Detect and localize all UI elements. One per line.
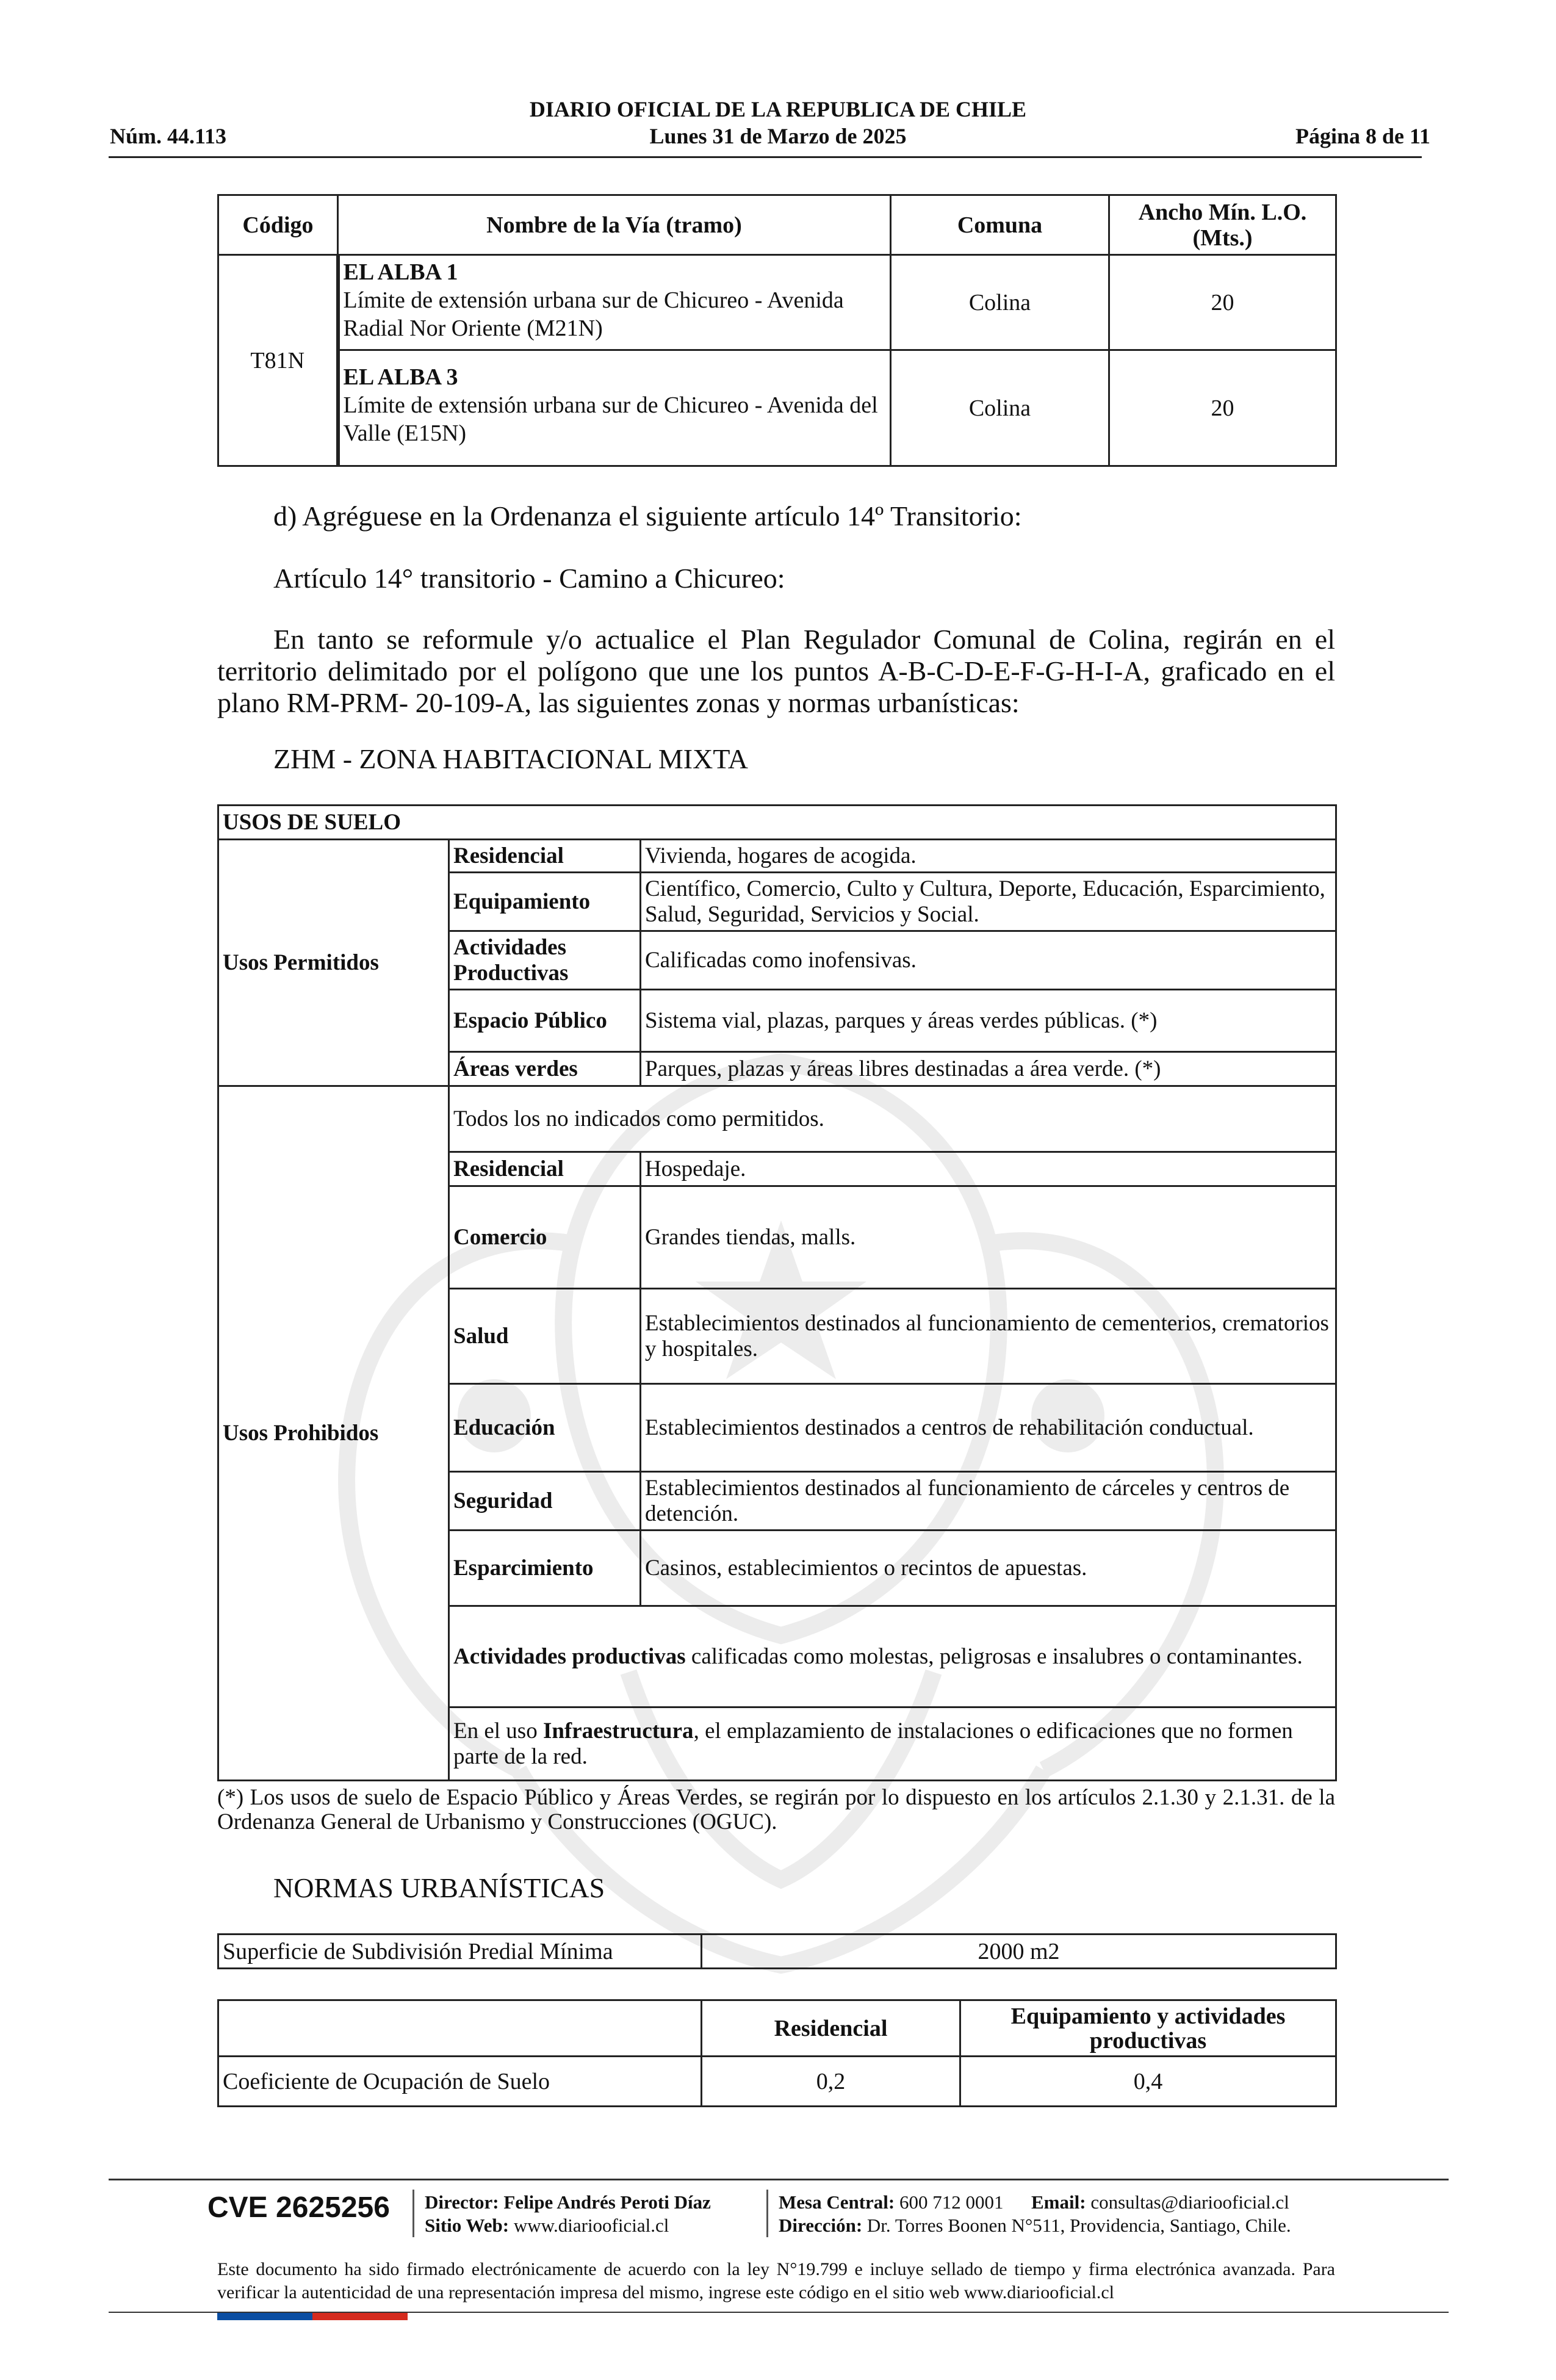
footer-legal-text: Este documento ha sido firmado electrónicamente de acuerdo con la ley N°19.799 e incluye sellado de tiempo y firma electrónica avanzada. Para verificar la autenticidad de una representación impresa del mismo, ingrese este código en el sitio web www.diariooficial.cl bbox=[217, 2259, 1335, 2302]
footer-sitio bbox=[425, 2214, 669, 2237]
uso-label: Equipamiento bbox=[449, 873, 641, 931]
table-cell-name bbox=[338, 350, 891, 466]
coef-label: Coeficiente de Ocupación de Suelo bbox=[218, 2057, 702, 2107]
footer-mesa bbox=[779, 2191, 1289, 2214]
infra-rest: , el emplazamiento de instalaciones o edificaciones que no formen parte de la red. bbox=[453, 1718, 1293, 1769]
usos-prohibidos-label: Usos Prohibidos bbox=[218, 1086, 449, 1781]
col-header-nombre: Nombre de la Vía (tramo) bbox=[338, 195, 891, 255]
uso-value: Establecimientos destinados a centros de rehabilitación conductual. bbox=[641, 1384, 1336, 1472]
header-date: Lunes 31 de Marzo de 2025 bbox=[649, 124, 907, 148]
infra-bold: Infraestructura bbox=[542, 1718, 694, 1744]
prohibidos-actividades bbox=[449, 1606, 1336, 1707]
via-description: Límite de extensión urbana sur de Chicureo - Avenida Radial Nor Oriente (M21N) bbox=[343, 287, 844, 341]
uso-label: Salud bbox=[449, 1289, 641, 1384]
sitio-label: Sitio Web: bbox=[425, 2215, 510, 2236]
via-name: EL ALBA 1 bbox=[343, 259, 458, 285]
sitio-link[interactable]: www.diariooficial.cl bbox=[513, 2215, 669, 2236]
usos-title: USOS DE SUELO bbox=[218, 806, 1336, 840]
uso-value: Grandes tiendas, malls. bbox=[641, 1186, 1336, 1289]
subdivision-table bbox=[217, 1933, 1337, 1969]
usos-permitidos-label: Usos Permitidos bbox=[218, 840, 449, 1086]
coef-equipamiento: 0,4 bbox=[960, 2057, 1336, 2107]
uso-label: Residencial bbox=[449, 1152, 641, 1186]
uso-value: Vivienda, hogares de acogida. bbox=[641, 840, 1336, 873]
uso-value: Parques, plazas y áreas libres destinadas a área verde. (*) bbox=[641, 1052, 1336, 1086]
uso-label: Comercio bbox=[449, 1186, 641, 1289]
table-cell-comuna: Colina bbox=[891, 255, 1109, 350]
uso-value: Calificadas como inofensivas. bbox=[641, 931, 1336, 990]
infra-pre: En el uso bbox=[453, 1718, 543, 1744]
uso-label: Actividades Productivas bbox=[449, 931, 641, 990]
vias-table bbox=[217, 194, 1337, 467]
actividades-rest: calificadas como molestas, peligrosas e insalubres o contaminantes. bbox=[685, 1643, 1303, 1669]
director-label: Director: bbox=[425, 2191, 499, 2213]
uso-value: Establecimientos destinados al funcionamiento de cárceles y centros de detención. bbox=[641, 1472, 1336, 1531]
table-cell-ancho: 20 bbox=[1109, 350, 1336, 466]
paragraph-d: d) Agréguese en la Ordenanza el siguiente artículo 14º Transitorio: bbox=[273, 500, 1022, 532]
direccion-value: Dr. Torres Boonen N°511, Providencia, Santiago, Chile. bbox=[866, 2215, 1291, 2236]
mesa-label: Mesa Central: bbox=[779, 2191, 895, 2213]
director-name: Felipe Andrés Peroti Díaz bbox=[503, 2191, 711, 2213]
col-header-residencial: Residencial bbox=[702, 2000, 960, 2057]
flag-stripe-blue bbox=[217, 2313, 312, 2320]
uso-value: Científico, Comercio, Culto y Cultura, Deporte, Educación, Esparcimiento, Salud, Seguridad, Servicios y Social. bbox=[641, 873, 1336, 931]
footer-separator bbox=[766, 2190, 768, 2237]
article-paragraph: En tanto se reformule y/o actualice el Plan Regulador Comunal de Colina, regirán en el territorio delimitado por el polígono que une los puntos A-B-C-D-E-F-G-H-I-A, graficado en el plano RM-PRM- 20-109-A, las siguientes zonas y normas urbanísticas: bbox=[217, 624, 1335, 718]
footer-director bbox=[425, 2191, 711, 2214]
prohibidos-infraestructura bbox=[449, 1707, 1336, 1781]
empty-cell bbox=[218, 2000, 702, 2057]
uso-label: Espacio Público bbox=[449, 990, 641, 1052]
footer-direccion bbox=[779, 2214, 1291, 2237]
col-header-comuna: Comuna bbox=[891, 195, 1109, 255]
header-publication: DIARIO OFICIAL DE LA REPUBLICA DE CHILE bbox=[529, 97, 1027, 121]
subdivision-value: 2000 m2 bbox=[702, 1935, 1336, 1969]
uso-value: Sistema vial, plazas, parques y áreas verdes públicas. (*) bbox=[641, 990, 1336, 1052]
uso-label: Áreas verdes bbox=[449, 1052, 641, 1086]
table-cell-name bbox=[338, 255, 891, 350]
header-divider bbox=[109, 156, 1422, 158]
via-description: Límite de extensión urbana sur de Chicureo - Avenida del Valle (E15N) bbox=[343, 392, 878, 446]
uso-value: Casinos, establecimientos o recintos de apuestas. bbox=[641, 1531, 1336, 1606]
email-label: Email: bbox=[1031, 2191, 1086, 2213]
mesa-value: 600 712 0001 bbox=[899, 2191, 1004, 2213]
direccion-label: Dirección: bbox=[779, 2215, 863, 2236]
col-header-ancho: Ancho Mín. L.O. (Mts.) bbox=[1109, 195, 1336, 255]
article-title: Artículo 14° transitorio - Camino a Chicureo: bbox=[273, 563, 785, 594]
table-cell-ancho: 20 bbox=[1109, 255, 1336, 350]
uso-value: Establecimientos destinados al funcionamiento de cementerios, crematorios y hospitales. bbox=[641, 1289, 1336, 1384]
subdivision-label: Superficie de Subdivisión Predial Mínima bbox=[218, 1935, 702, 1969]
footer-separator bbox=[412, 2190, 414, 2237]
via-name: EL ALBA 3 bbox=[343, 364, 458, 390]
usos-suelo-table bbox=[217, 804, 1337, 1781]
cve-code: CVE 2625256 bbox=[207, 2191, 390, 2224]
header-page: Página 8 de 11 bbox=[1295, 124, 1430, 148]
uso-value: Hospedaje. bbox=[641, 1152, 1336, 1186]
actividades-bold: Actividades productivas bbox=[453, 1643, 686, 1669]
flag-stripe-red bbox=[312, 2313, 408, 2320]
prohibidos-intro: Todos los no indicados como permitidos. bbox=[449, 1086, 1336, 1152]
col-header-equipamiento: Equipamiento y actividades productivas bbox=[960, 2000, 1336, 2057]
normas-title: NORMAS URBANÍSTICAS bbox=[273, 1872, 605, 1903]
uso-label: Educación bbox=[449, 1384, 641, 1472]
zone-title: ZHM - ZONA HABITACIONAL MIXTA bbox=[273, 743, 748, 774]
uso-label: Esparcimiento bbox=[449, 1531, 641, 1606]
email-link[interactable]: consultas@diariooficial.cl bbox=[1090, 2191, 1289, 2213]
coeficiente-table bbox=[217, 1999, 1337, 2107]
footnote: (*) Los usos de suelo de Espacio Público y Áreas Verdes, se regirán por lo dispuesto en los artículos 2.1.30 y 2.1.31. de la Ordenanza General de Urbanismo y Construcciones (OGUC). bbox=[217, 1785, 1335, 1834]
col-header-codigo: Código bbox=[218, 195, 338, 255]
coef-residencial: 0,2 bbox=[702, 2057, 960, 2107]
table-cell-code: T81N bbox=[218, 255, 338, 466]
header-number: Núm. 44.113 bbox=[110, 124, 227, 148]
footer-divider-top bbox=[109, 2179, 1449, 2180]
uso-label: Residencial bbox=[449, 840, 641, 873]
table-cell-comuna: Colina bbox=[891, 350, 1109, 466]
uso-label: Seguridad bbox=[449, 1472, 641, 1531]
